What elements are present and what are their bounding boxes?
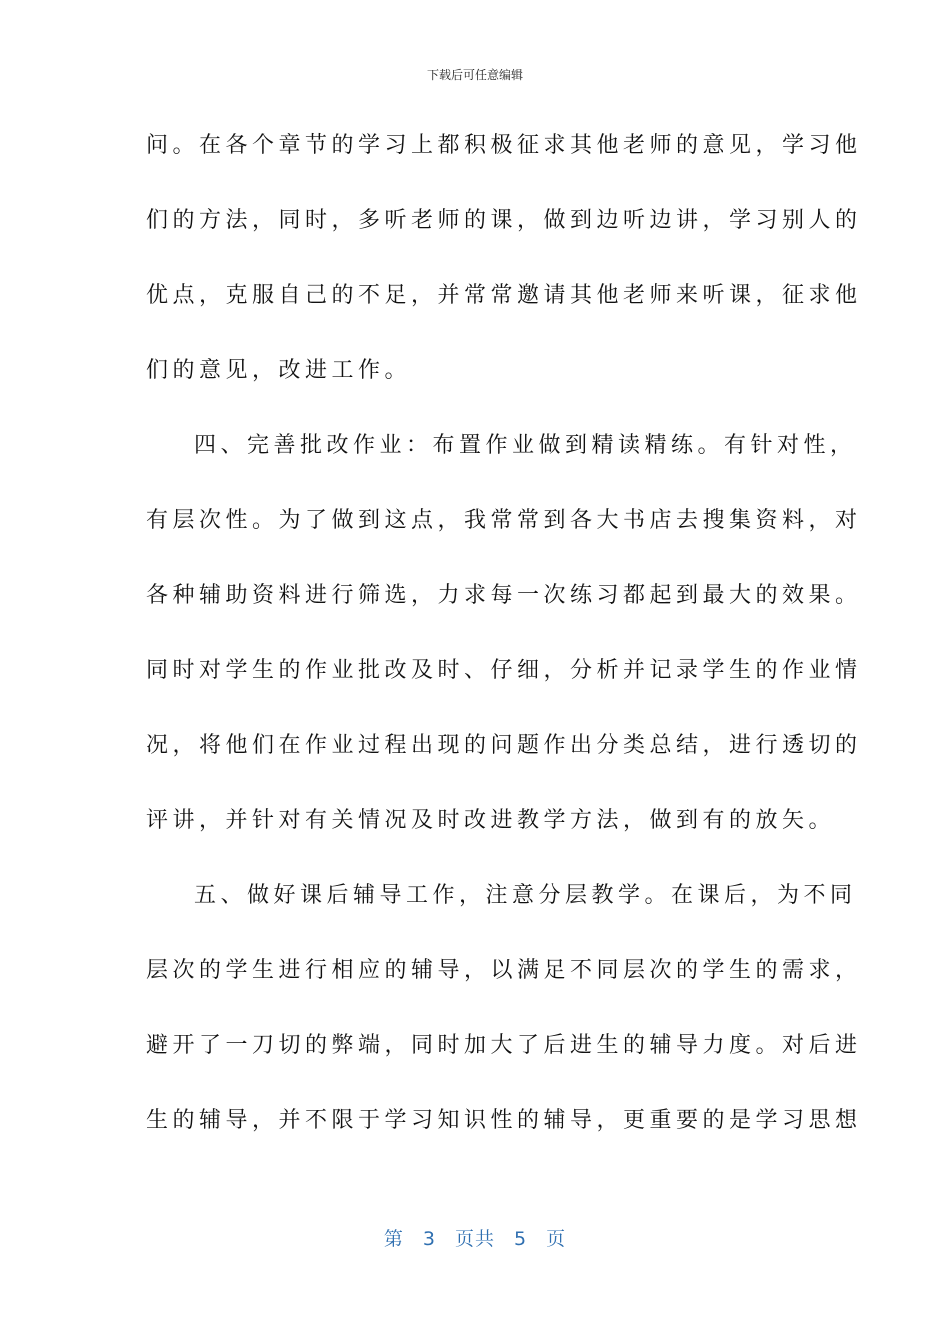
text-line: 优点，克服自己的不足，并常常邀请其他老师来听课，征求他 <box>146 283 862 308</box>
document-body <box>146 120 862 1170</box>
text-line: 同时对学生的作业批改及时、仔细，分析并记录学生的作业情 <box>146 658 862 683</box>
text-line: 有层次性。为了做到这点，我常常到各大书店去搜集资料，对 <box>146 508 862 533</box>
text-line: 各种辅助资料进行筛选，力求每一次练习都起到最大的效果。 <box>146 583 862 608</box>
text-line: 况，将他们在作业过程出现的问题作出分类总结，进行透切的 <box>146 733 862 758</box>
text-line: 生的辅导，并不限于学习知识性的辅导，更重要的是学习思想 <box>146 1108 862 1133</box>
section-five-heading-line: 五、做好课后辅导工作，注意分层教学。在课后，为不同 <box>194 883 857 908</box>
text-line: 问。在各个章节的学习上都积极征求其他老师的意见，学习他 <box>146 133 862 158</box>
text-line: 们的意见，改进工作。 <box>146 358 412 383</box>
header-note: 下载后可任意编辑 <box>426 68 523 82</box>
text-line: 们的方法，同时，多听老师的课，做到边听边讲，学习别人的 <box>146 208 862 233</box>
text-line: 避开了一刀切的弊端，同时加大了后进生的辅导力度。对后进 <box>146 1033 862 1058</box>
page-number-footer: 第 3 页共 5 页 <box>383 1228 567 1250</box>
text-line: 层次的学生进行相应的辅导，以满足不同层次的学生的需求， <box>146 958 862 983</box>
text-line: 评讲，并针对有关情况及时改进教学方法，做到有的放矢。 <box>146 808 836 833</box>
section-four-heading-line: 四、完善批改作业：布置作业做到精读精练。有针对性， <box>194 433 857 458</box>
